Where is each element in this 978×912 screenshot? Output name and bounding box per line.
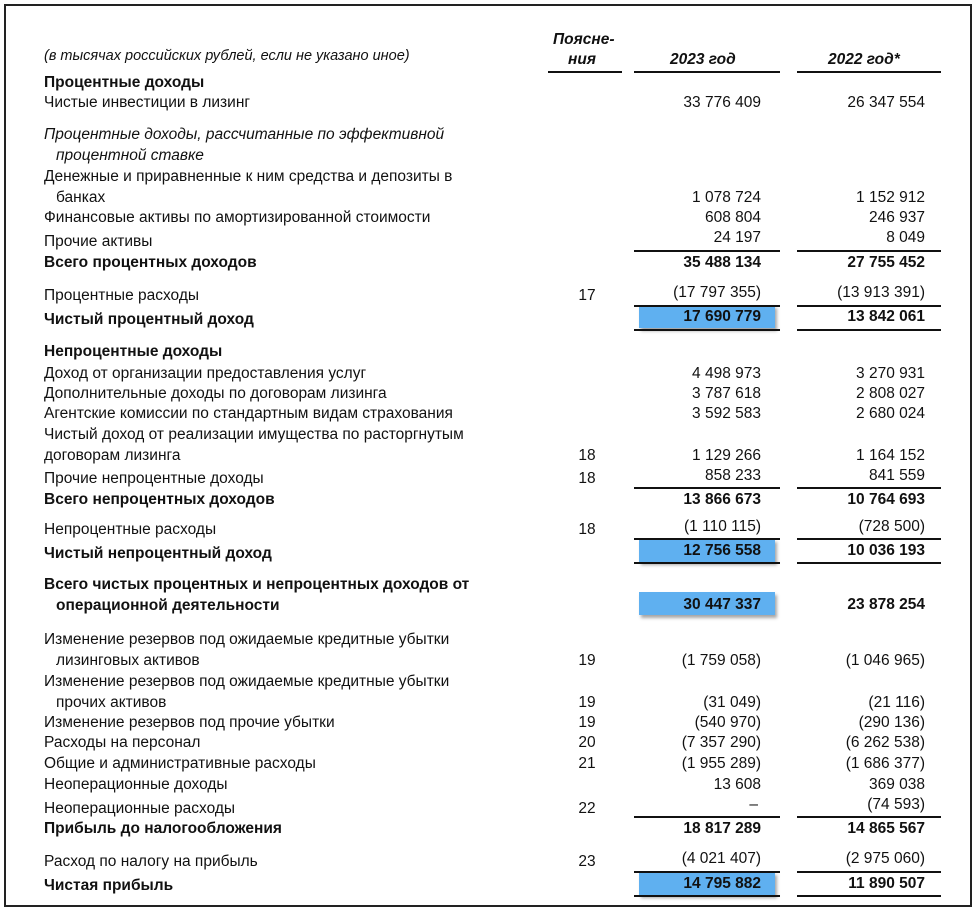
value-2023: 13 608 bbox=[713, 776, 761, 793]
row-label: Непроцентные расходы bbox=[44, 521, 217, 538]
row-label: Чистая прибыль bbox=[44, 877, 174, 894]
subtotal-rule bbox=[634, 487, 780, 489]
note-ref: 19 bbox=[578, 714, 596, 731]
subtotal-rule bbox=[797, 487, 941, 489]
value-2023: 14 795 882 bbox=[683, 875, 761, 892]
value-2022: (1 686 377) bbox=[845, 755, 925, 772]
note-ref: 20 bbox=[578, 734, 596, 751]
subtotal-rule bbox=[634, 305, 780, 307]
section-title: Процентные доходы bbox=[44, 74, 205, 91]
value-2022: (728 500) bbox=[858, 518, 925, 535]
value-2022: (74 593) bbox=[867, 796, 925, 813]
value-2023: (1 759 058) bbox=[681, 652, 761, 669]
value-2023: 18 817 289 bbox=[683, 820, 761, 837]
row-label: Всего чистых процентных и непроцентных доходов от bbox=[44, 576, 470, 593]
value-2023: 12 756 558 bbox=[683, 542, 761, 559]
row-label: Финансовые активы по амортизированной стоимости bbox=[44, 209, 431, 226]
total-rule bbox=[797, 329, 941, 331]
row-label: Всего непроцентных доходов bbox=[44, 491, 275, 508]
note-ref: 21 bbox=[578, 755, 596, 772]
header-rule-2023 bbox=[634, 71, 780, 73]
value-2023: (1 955 289) bbox=[681, 755, 761, 772]
note-ref: 19 bbox=[578, 652, 596, 669]
value-2022: 246 937 bbox=[868, 209, 925, 226]
subtotal-rule bbox=[797, 816, 941, 818]
row-label: Неоперационные доходы bbox=[44, 776, 228, 793]
value-2022: (1 046 965) bbox=[845, 652, 925, 669]
value-2022: 8 049 bbox=[886, 229, 925, 246]
value-2023: (7 357 290) bbox=[681, 734, 761, 751]
value-2023: (31 049) bbox=[703, 694, 761, 711]
row-label: Прибыль до налогообложения bbox=[44, 820, 282, 837]
value-2022: (21 116) bbox=[868, 694, 925, 711]
row-label: Денежные и приравненные к ним средства и депозиты в bbox=[44, 168, 453, 185]
note-ref: 17 bbox=[578, 287, 596, 304]
value-2022: 23 878 254 bbox=[847, 596, 925, 613]
subtotal-rule bbox=[797, 871, 941, 873]
row-label: Чистый непроцентный доход bbox=[44, 545, 272, 562]
value-2022: 14 865 567 bbox=[847, 820, 925, 837]
row-label: Дополнительные доходы по договорам лизинга bbox=[44, 385, 387, 402]
value-2023: 3 787 618 bbox=[692, 385, 761, 402]
note-ref: 19 bbox=[578, 694, 596, 711]
header-rule-notes bbox=[548, 71, 622, 73]
row-label: операционной деятельности bbox=[56, 597, 280, 614]
value-2023: (17 797 355) bbox=[673, 284, 761, 301]
total-rule bbox=[634, 329, 780, 331]
note-ref: 22 bbox=[578, 800, 596, 817]
value-2022: 841 559 bbox=[868, 467, 925, 484]
value-2022: 2 680 024 bbox=[856, 405, 925, 422]
value-2023: 1 129 266 bbox=[692, 447, 761, 464]
value-2023: – bbox=[749, 796, 758, 813]
row-label: банках bbox=[56, 189, 106, 206]
value-2023: 3 592 583 bbox=[692, 405, 761, 422]
row-label: лизинговых активов bbox=[56, 652, 200, 669]
subtotal-rule bbox=[634, 538, 780, 540]
value-2022: (2 975 060) bbox=[845, 850, 925, 867]
value-2023: 13 866 673 bbox=[683, 491, 761, 508]
subtotal-rule bbox=[797, 538, 941, 540]
value-2022: 3 270 931 bbox=[856, 365, 925, 382]
subtotal-rule bbox=[634, 250, 780, 252]
note-ref: 18 bbox=[578, 470, 596, 487]
value-2023: (4 021 407) bbox=[681, 850, 761, 867]
notes-header-line2: ния bbox=[568, 51, 596, 68]
row-label: Агентские комиссии по стандартным видам страхования bbox=[44, 405, 453, 422]
row-label: Прочие активы bbox=[44, 233, 153, 250]
value-2023: 24 197 bbox=[713, 229, 761, 246]
row-label: Чистый процентный доход bbox=[44, 311, 254, 328]
year-2022-header: 2022 год* bbox=[828, 51, 900, 68]
total-rule bbox=[634, 562, 780, 564]
header-rule-2022 bbox=[797, 71, 941, 73]
subtotal-rule bbox=[634, 816, 780, 818]
value-2023: 608 804 bbox=[704, 209, 761, 226]
value-2023: (540 970) bbox=[694, 714, 761, 731]
subtotal-rule bbox=[797, 305, 941, 307]
section-title: Непроцентные доходы bbox=[44, 343, 223, 360]
value-2022: 10 764 693 bbox=[847, 491, 925, 508]
row-label: Расход по налогу на прибыль bbox=[44, 853, 258, 870]
value-2022: 27 755 452 bbox=[847, 254, 925, 271]
value-2022: 11 890 507 bbox=[848, 875, 925, 892]
value-2022: 1 152 912 bbox=[856, 189, 925, 206]
row-label: Изменение резервов под ожидаемые кредитные убытки bbox=[44, 631, 450, 648]
row-label: Всего процентных доходов bbox=[44, 254, 257, 271]
note-ref: 18 bbox=[578, 521, 596, 538]
note-ref: 18 bbox=[578, 447, 596, 464]
row-label: Изменение резервов под ожидаемые кредитные убытки bbox=[44, 673, 450, 690]
row-label: Прочие непроцентные доходы bbox=[44, 470, 264, 487]
value-2023: 35 488 134 bbox=[683, 254, 761, 271]
value-2022: 10 036 193 bbox=[847, 542, 925, 559]
value-2023: 30 447 337 bbox=[683, 596, 761, 613]
row-label: Общие и административные расходы bbox=[44, 755, 316, 772]
value-2023: 1 078 724 bbox=[692, 189, 761, 206]
subtotal-rule bbox=[797, 250, 941, 252]
value-2022: 2 808 027 bbox=[856, 385, 925, 402]
value-2022: 13 842 061 bbox=[847, 308, 925, 325]
value-2023: 17 690 779 bbox=[683, 308, 761, 325]
total-rule bbox=[634, 895, 780, 897]
subtotal-rule bbox=[634, 871, 780, 873]
row-label: процентной ставке bbox=[56, 147, 204, 164]
value-2023: 33 776 409 bbox=[683, 94, 761, 111]
row-label: прочих активов bbox=[56, 694, 167, 711]
value-2022: 1 164 152 bbox=[856, 447, 925, 464]
note-ref: 23 bbox=[578, 853, 596, 870]
value-2022: (13 913 391) bbox=[837, 284, 925, 301]
notes-header-line1: Поясне- bbox=[553, 31, 615, 48]
row-label: Чистые инвестиции в лизинг bbox=[44, 94, 251, 111]
row-label: Доход от организации предоставления услуг bbox=[44, 365, 367, 382]
total-rule bbox=[797, 562, 941, 564]
value-2023: 4 498 973 bbox=[692, 365, 761, 382]
value-2022: (290 136) bbox=[858, 714, 925, 731]
value-2022: 369 038 bbox=[868, 776, 925, 793]
value-2023: 858 233 bbox=[704, 467, 761, 484]
row-label: Процентные расходы bbox=[44, 287, 200, 304]
value-2022: 26 347 554 bbox=[847, 94, 925, 111]
row-label: Расходы на персонал bbox=[44, 734, 201, 751]
row-label: Неоперационные расходы bbox=[44, 800, 236, 817]
units-note: (в тысячах российских рублей, если не указано иное) bbox=[44, 48, 410, 64]
value-2022: (6 262 538) bbox=[845, 734, 925, 751]
year-2023-header: 2023 год bbox=[670, 51, 736, 68]
value-2023: (1 110 115) bbox=[684, 518, 761, 535]
row-label: Процентные доходы, рассчитанные по эффективной bbox=[44, 126, 445, 143]
row-label: Чистый доход от реализации имущества по расторгнутым bbox=[44, 426, 464, 443]
total-rule bbox=[797, 895, 941, 897]
row-label: Изменение резервов под прочие убытки bbox=[44, 714, 335, 731]
row-label: договорам лизинга bbox=[44, 447, 181, 464]
